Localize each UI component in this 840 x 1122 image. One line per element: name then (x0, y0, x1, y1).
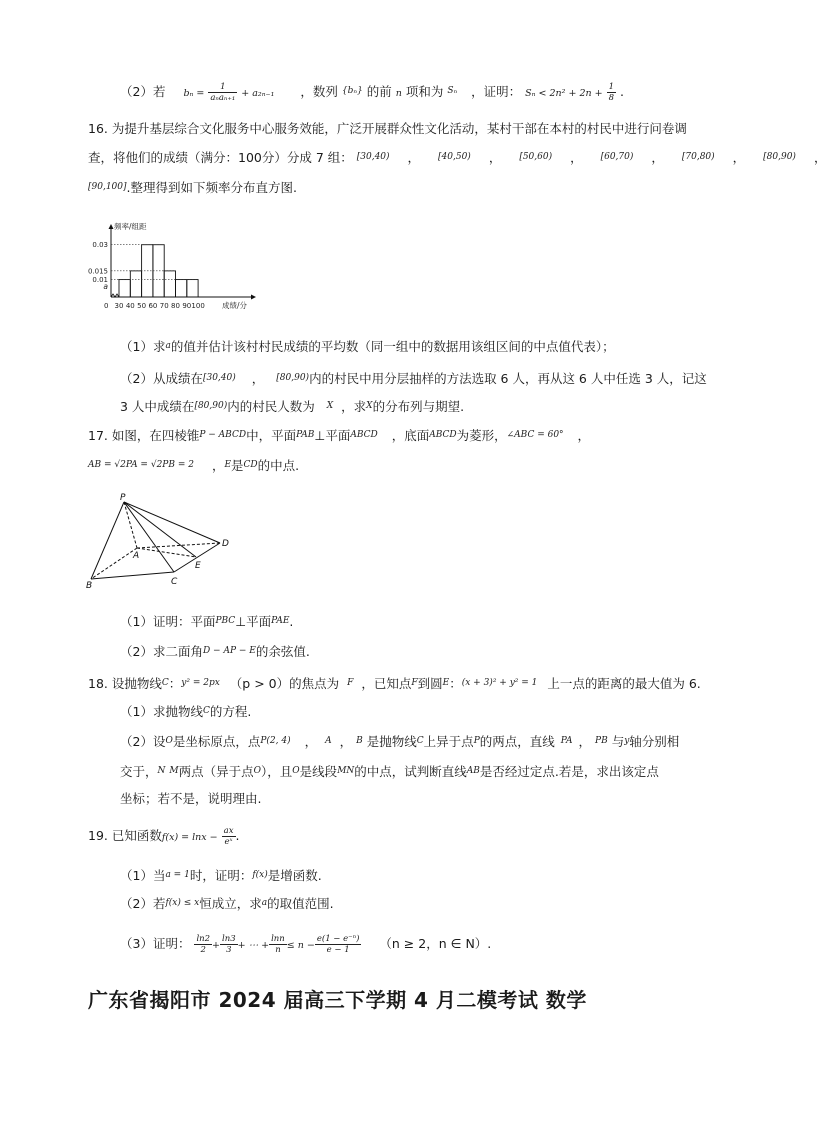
vertex-label-D: D (222, 539, 229, 549)
text: 上一点的距离的最大值为 6. (547, 676, 701, 691)
math-x: X (366, 401, 373, 411)
text: 是 (231, 458, 244, 473)
math-fx: f(x) (252, 870, 268, 880)
math-o: O (253, 766, 262, 776)
text: 平面 (325, 428, 351, 443)
vertex-label-B: B (86, 581, 93, 591)
vertex-label-A: A (133, 551, 140, 561)
xtick-label: 60 (148, 302, 158, 310)
math-mn: MN (337, 766, 355, 776)
y-axis-arrow (109, 224, 114, 229)
frac-num: lnn (271, 934, 285, 944)
math-ab: AB (466, 766, 480, 776)
text: ， (211, 458, 225, 473)
math-plane: PAB (296, 430, 315, 440)
chart-ylabel: 频率/组距 (114, 222, 147, 231)
sep: ， (407, 150, 421, 165)
math-f: F (347, 678, 354, 688)
p19-q1 (120, 866, 322, 885)
p19-q2 (120, 894, 334, 913)
math-p: P (473, 736, 480, 746)
xtick-label: 30 (114, 302, 124, 310)
p19-line1 (88, 826, 239, 847)
text: 的分布列与期望. (372, 399, 465, 414)
math-cd: CD (243, 460, 258, 470)
text: 轴分别相 (629, 734, 680, 749)
text: ），且 (261, 764, 293, 779)
ytick-label: a (103, 282, 108, 292)
math-a: a (165, 341, 171, 351)
p16-line2 (88, 148, 840, 167)
math-x: X (326, 401, 334, 411)
histogram-bar (119, 280, 130, 297)
interval: [70,80) (681, 152, 715, 162)
exam-title: 广东省揭阳市 2024 届高三下学期 4 月二模考试 数学 (88, 988, 587, 1012)
frac-num: 1 (208, 82, 237, 93)
edge-PA (124, 502, 137, 548)
edge-AE (137, 548, 196, 557)
text: ，底面 (391, 428, 430, 443)
frac-den: 3 (226, 945, 232, 955)
math-e: E (224, 460, 232, 470)
text: （1）求 (120, 339, 166, 354)
chart-xtick-labels (115, 302, 205, 310)
math-fx: f(x) = lnx − (161, 832, 218, 843)
text: ， (304, 734, 318, 749)
p18-q1 (120, 702, 251, 721)
frac-den: eˣ (224, 837, 233, 847)
fraction (315, 934, 362, 955)
math-bn: bₙ = (183, 88, 205, 99)
text: 17. 如图，在四棱锥 (88, 428, 200, 443)
math-a: A (325, 736, 332, 746)
sep: ， (813, 150, 827, 165)
p19-q3: （3）证明： $\frac{\ln 2}{2}$ + $\frac{\ln 3}{3}$ + ⋯ + $\frac{\ln n}{n}$ ≤ n − $\frac{\text{e(1 − e⁻ⁿ)}}{e - 1}$ （n ≥ 2，n ∈ N）. (120, 934, 492, 955)
math-plane: ABCD (350, 430, 378, 440)
p16-line1: 16. 为提升基层综合文化服务中心服务效能，广泛开展群众性文化活动，某村干部在本村的村民中进行问卷调 (88, 121, 687, 136)
frac-num: ln3 (222, 934, 236, 944)
math-plane: PBC (215, 616, 236, 626)
interval: [80,90) (276, 373, 310, 383)
math-sn: Sₙ (447, 86, 458, 96)
math-e: E (442, 678, 450, 688)
text: 的前 (366, 84, 392, 99)
p18-q2-cont (120, 762, 659, 781)
text: 查，将他们的成绩（满分：100分）分成 7 组： (88, 150, 353, 165)
text: 的中点. (257, 458, 300, 473)
math-circle: (x + 3)² + y² = 1 (461, 678, 538, 688)
interval: [90,100] (88, 182, 127, 192)
math-n: N (157, 766, 166, 776)
text: ，已知点 (361, 676, 412, 691)
math-plane: ABCD (429, 430, 457, 440)
x-axis-arrow (251, 295, 256, 300)
text: 时，证明： (189, 868, 253, 883)
edge-BC (91, 572, 174, 579)
text: （1）求抛物线 (120, 704, 203, 719)
math-dihedral: D − AP − E (202, 646, 256, 656)
vertex-label-P: P (120, 493, 126, 503)
text: 的方程. (209, 704, 252, 719)
text: 上异于点 (423, 734, 474, 749)
text: 的焦点为 (289, 676, 340, 691)
text: ，n ∈ N (426, 936, 475, 951)
p16-line3 (88, 178, 297, 197)
ytick-label: 0.03 (92, 241, 108, 250)
pyramid-figure (84, 490, 234, 590)
chart-dashed-guides (111, 245, 198, 280)
perp-symbol: ⊥ (314, 428, 326, 443)
p17-q2 (120, 642, 310, 661)
sep: ， (251, 371, 265, 386)
chart-xlabel: 成绩/分 (222, 301, 248, 310)
text: 是否经过定点.若是，求出该定点 (479, 764, 659, 779)
math-dots: + ⋯ + (237, 940, 270, 951)
frequency-histogram (84, 218, 284, 318)
math-m: M (169, 766, 179, 776)
text: ： (168, 676, 182, 691)
text: 18. 设抛物线 (88, 676, 162, 691)
frac-den: 2 (200, 945, 206, 955)
fraction (220, 934, 238, 955)
math-plus: + a₂ₙ₋₁ (241, 88, 275, 99)
math-c: C (416, 736, 424, 746)
text: ： (449, 676, 462, 691)
sep: ， (570, 150, 583, 165)
vertex-label-E: E (195, 561, 201, 571)
math-y: y (624, 736, 630, 746)
text: ， (339, 734, 353, 749)
histogram-bar (164, 271, 175, 297)
text: 是抛物线 (366, 734, 417, 749)
p17-q1 (120, 612, 293, 631)
vertex-label-C: C (171, 577, 178, 587)
text: 与 (611, 734, 625, 749)
interval: [60,70) (600, 152, 634, 162)
interval: [50,60) (519, 152, 553, 162)
text: （3）证明： (120, 936, 191, 951)
fraction (607, 82, 616, 103)
text: . (620, 84, 624, 99)
text: （2）从成绩在 (120, 371, 203, 386)
sep: ， (732, 150, 746, 165)
text: 内的村民人数为 (227, 399, 315, 414)
frac-den: e − 1 (326, 945, 350, 955)
p18-line1 (88, 674, 701, 693)
math-f: F (411, 678, 418, 688)
frac-num: 1 (608, 82, 615, 92)
xtick-label: 50 (137, 302, 147, 310)
ytick-label: 0.015 (87, 267, 108, 276)
text: 平面 (246, 614, 272, 629)
xtick-label: 100 (191, 302, 205, 310)
text: 是增函数. (267, 868, 322, 883)
chart-origin-label: 0 (104, 302, 109, 310)
p18-q2 (120, 732, 679, 751)
histogram-bar (176, 280, 187, 297)
text: （1）当 (120, 868, 166, 883)
text: 是坐标原点，点 (172, 734, 261, 749)
text: （2）设 (120, 734, 166, 749)
interval: [80,90) (194, 401, 228, 411)
text: 的两点，直线 (479, 734, 555, 749)
interval: [40,50) (438, 152, 471, 162)
text: 的取值范围. (267, 896, 334, 911)
text: ）. (474, 936, 492, 951)
histogram-bar (130, 271, 141, 297)
text: 中，平面 (246, 428, 297, 443)
math-ineq: f(x) ≤ x (165, 898, 200, 908)
math-c: C (161, 678, 169, 688)
math-line: PB (595, 736, 608, 746)
p17-line1 (88, 426, 590, 445)
fraction (222, 826, 236, 847)
math-n: n (395, 88, 402, 99)
text: 内的村民中用分层抽样的方法选取 6 人，再从这 6 人中任选 3 人，记这 (309, 371, 707, 386)
interval: [30,40) (202, 373, 236, 383)
math-ineq: Sₙ < 2n² + 2n + (525, 88, 603, 99)
text: 为菱形， (456, 428, 507, 443)
frac-num: e(1 − e⁻ⁿ) (316, 934, 360, 944)
edge-PE (124, 502, 196, 557)
math-a: a = 1 (165, 870, 190, 880)
p17-line2 (88, 456, 299, 475)
perp-symbol: ⊥ (235, 614, 247, 629)
p16-q2 (120, 369, 707, 388)
text: 两点（异于点 (178, 764, 254, 779)
text: .整理得到如下频率分布直方图. (126, 180, 297, 195)
text: 项和为 (405, 84, 444, 99)
text: . (235, 828, 240, 843)
text: . (289, 614, 294, 629)
text: ，数列 (300, 84, 338, 99)
math-line: PA (560, 736, 573, 746)
frac-den: aₙaₙ₊₁ (210, 93, 236, 103)
p16-q2-cont (120, 397, 464, 416)
p15-part2 (120, 82, 624, 103)
math-plane: PAE (271, 616, 290, 626)
frac-num: ln2 (196, 934, 211, 944)
text: 交于， (120, 764, 158, 779)
interval: [30,40) (356, 152, 390, 162)
text: 是线段 (299, 764, 338, 779)
p18-q2-end: 坐标；若不是，说明理由. (120, 791, 262, 806)
math-b: B (356, 736, 363, 746)
math-c: C (202, 706, 210, 716)
text: 恒成立，求 (199, 896, 262, 911)
text: （n ≥ 2 (379, 936, 427, 951)
xtick-label: 80 (171, 302, 180, 310)
p16-q1 (120, 337, 615, 356)
text: （p > 0） (229, 676, 290, 691)
math-seq: {bₙ} (341, 86, 363, 96)
frac-den: n (275, 945, 281, 955)
chart-ytick-labels (88, 241, 108, 291)
xtick-label: 90 (182, 302, 192, 310)
text: 19. 已知函数 (88, 828, 162, 843)
text: （2）若 (120, 84, 166, 99)
math-eq: AB = √2PA = √2PB = 2 (88, 460, 194, 470)
sep: ， (651, 150, 664, 165)
ytick-label: 0.01 (92, 276, 108, 285)
text: ，证明： (471, 84, 522, 99)
math-point: P(2, 4) (260, 736, 291, 746)
text: 的值并估计该村村民成绩的平均数（同一组中的数据用该组区间的中点值代表）； (170, 339, 615, 354)
text: 的中点，试判断直线 (354, 764, 467, 779)
math-o: O (292, 766, 300, 776)
math-pyramid: P − ABCD (199, 430, 247, 440)
math-angle: ∠ABC = 60° (506, 430, 564, 440)
text: ， (577, 428, 591, 443)
text: （1）证明：平面 (120, 614, 216, 629)
histogram-bar (187, 280, 198, 297)
fraction (269, 934, 287, 955)
sep: ， (488, 150, 502, 165)
fraction (194, 934, 212, 955)
text: 3 人中成绩在 (120, 399, 195, 414)
text: （2）若 (120, 896, 166, 911)
text: ， (578, 734, 592, 749)
math-o: O (165, 736, 173, 746)
text: （2）求二面角 (120, 644, 203, 659)
chart-bars (119, 245, 198, 297)
xtick-label: 70 (159, 302, 169, 310)
math-parabola: y² = 2px (181, 678, 220, 688)
interval: [80,90) (763, 152, 796, 162)
frac-num: ax (223, 826, 234, 836)
fraction (208, 82, 237, 103)
text: 的余弦值. (255, 644, 310, 659)
xtick-label: 40 (125, 302, 135, 310)
math-le: ≤ n − (286, 940, 315, 951)
math-a: a (261, 898, 268, 908)
text: ，求 (341, 399, 367, 414)
frac-den: 8 (608, 93, 615, 103)
text: 到圆 (417, 676, 443, 691)
